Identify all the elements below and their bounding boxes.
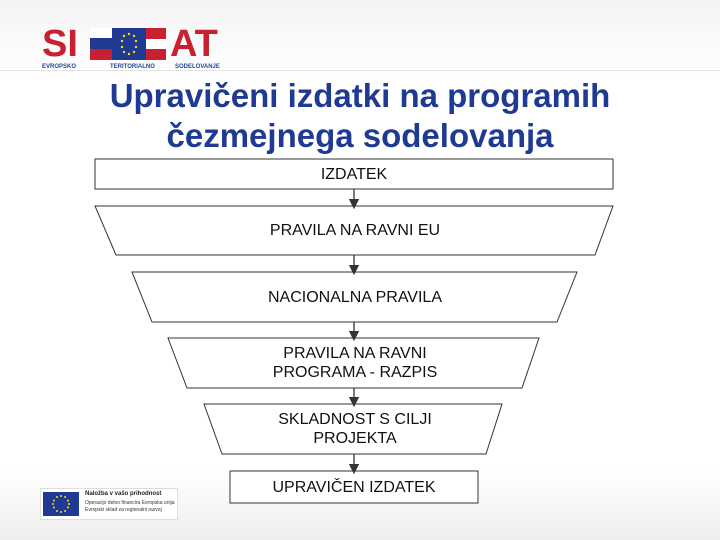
step-label-3: NACIONALNA PRAVILA <box>268 289 442 306</box>
logo-subtitle-3: SODELOVANJE <box>175 64 220 70</box>
footer-title: Naložba v vašo prihodnost <box>85 491 162 497</box>
logo-text-si: SI <box>42 23 78 65</box>
step-label-5: SKLADNOST S CILJI PROJEKTA <box>278 411 432 447</box>
footer-text-line-2: Evropski sklad za regionalni razvoj <box>85 507 162 513</box>
slide-title-line-1: Upravičeni izdatki na programih <box>109 77 611 114</box>
logo-subtitle-2: TERITORIALNO <box>110 64 155 70</box>
step-label-6: UPRAVIČEN IZDATEK <box>272 479 436 496</box>
slide-title-line-2: čezmejnega sodelovanja <box>166 117 554 154</box>
step-label-2: PRAVILA NA RAVNI EU <box>269 222 441 239</box>
step-label-1: IZDATEK <box>320 166 388 183</box>
footer-text <box>85 500 175 514</box>
eu-flag-icon <box>43 492 79 516</box>
footer-text-line-1: Operacijo delno financira Evropska unija <box>85 500 175 506</box>
eu-funding-logo <box>40 488 178 520</box>
step-label-4: PRAVILA NA RAVNI PROGRAMA - RAZPIS <box>272 345 438 381</box>
logo-text-at: AT <box>170 23 218 65</box>
logo-subtitle-1: EVROPSKO <box>42 64 77 70</box>
